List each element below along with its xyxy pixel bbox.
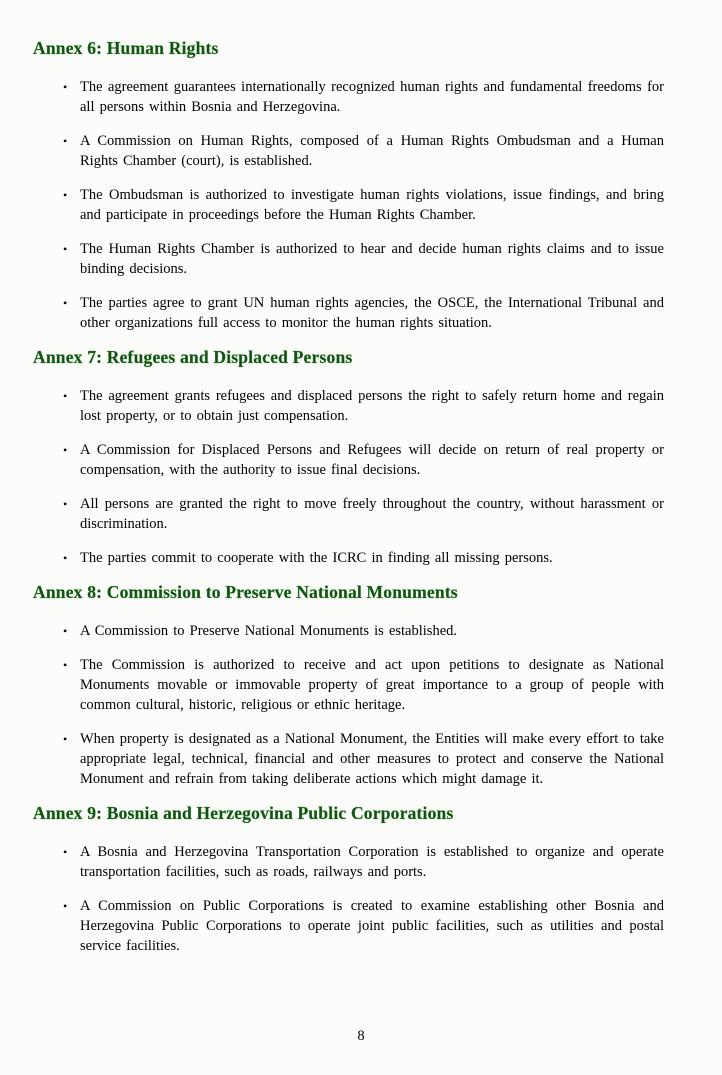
- bullet-item: [63, 655, 664, 715]
- bullet-item: [63, 77, 664, 117]
- bullet-text: When property is designated as a National Monument, the Entities will make every effort to take appropriate legal, technical, financial and other measures to protect and conserve the National Monument and refrain from taking deliberate actions which might damage it.: [80, 731, 664, 787]
- section-annex-7: [33, 347, 664, 568]
- bullet-text: The Commission is authorized to receive and act upon petitions to designate as National Monuments movable or immovable property of great importance to a group of people with common cultural, historic, religious or ethnic heritage.: [80, 657, 664, 713]
- bullet-icon: •: [63, 188, 68, 202]
- bullet-icon: •: [63, 443, 68, 457]
- bullet-icon: •: [63, 296, 68, 310]
- bullet-text: A Commission on Human Rights, composed of a Human Rights Ombudsman and a Human Rights Chamber (court), is established.: [80, 133, 664, 169]
- bullet-text: A Commission to Preserve National Monuments is established.: [80, 623, 458, 639]
- section-heading: Annex 9: Bosnia and Herzegovina Public Corporations: [33, 803, 454, 823]
- section-heading: Annex 6: Human Rights: [33, 38, 219, 58]
- bullet-text: The Human Rights Chamber is authorized to hear and decide human rights claims and to issue binding decisions.: [80, 241, 664, 277]
- bullet-item: [63, 896, 664, 956]
- bullet-icon: •: [63, 242, 68, 256]
- bullet-icon: •: [63, 80, 68, 94]
- bullet-item: [63, 131, 664, 171]
- bullet-item: [63, 494, 664, 534]
- bullet-text: The agreement guarantees internationally recognized human rights and fundamental freedoms for all persons within Bosnia and Herzegovina.: [80, 79, 664, 115]
- section-heading: Annex 7: Refugees and Displaced Persons: [33, 347, 353, 367]
- bullet-text: A Commission for Displaced Persons and Refugees will decide on return of real property or compensation, with the authority to issue final decisions.: [80, 442, 664, 478]
- bullet-item: [63, 239, 664, 279]
- bullet-icon: •: [63, 732, 68, 746]
- section-annex-8: [33, 582, 664, 789]
- bullet-text: The agreement grants refugees and displaced persons the right to safely return home and regain lost property, or to obtain just compensation.: [80, 388, 664, 424]
- bullet-icon: •: [63, 658, 68, 672]
- bullet-item: [63, 548, 664, 568]
- section-annex-6: [33, 38, 664, 333]
- bullet-item: [63, 386, 664, 426]
- bullet-text: All persons are granted the right to move freely throughout the country, without harassment or discrimination.: [80, 496, 664, 532]
- bullet-icon: •: [63, 497, 68, 511]
- page-number: 8: [357, 1028, 365, 1044]
- section-heading: Annex 8: Commission to Preserve National Monuments: [33, 582, 458, 602]
- bullet-item: [63, 440, 664, 480]
- bullet-text: A Commission on Public Corporations is created to examine establishing other Bosnia and Herzegovina Public Corporations to operate joint public facilities, such as utilities and postal service facilities.: [80, 898, 664, 954]
- bullet-icon: •: [63, 845, 68, 859]
- section-annex-9: [33, 803, 664, 956]
- bullet-item: [63, 293, 664, 333]
- bullet-item: [63, 185, 664, 225]
- bullet-icon: •: [63, 551, 68, 565]
- bullet-item: [63, 621, 664, 641]
- bullet-text: The Ombudsman is authorized to investigate human rights violations, issue findings, and bring and participate in proceedings before the Human Rights Chamber.: [80, 187, 664, 223]
- bullet-item: [63, 729, 664, 789]
- bullet-text: The parties commit to cooperate with the ICRC in finding all missing persons.: [80, 550, 553, 566]
- bullet-icon: •: [63, 389, 68, 403]
- bullet-item: [63, 842, 664, 882]
- bullet-text: The parties agree to grant UN human rights agencies, the OSCE, the International Tribunal and other organizations full access to monitor the human rights situation.: [80, 295, 664, 331]
- bullet-icon: •: [63, 134, 68, 148]
- bullet-text: A Bosnia and Herzegovina Transportation Corporation is established to organize and operate transportation facilities, such as roads, railways and ports.: [80, 844, 664, 880]
- bullet-icon: •: [63, 624, 68, 638]
- bullet-icon: •: [63, 899, 68, 913]
